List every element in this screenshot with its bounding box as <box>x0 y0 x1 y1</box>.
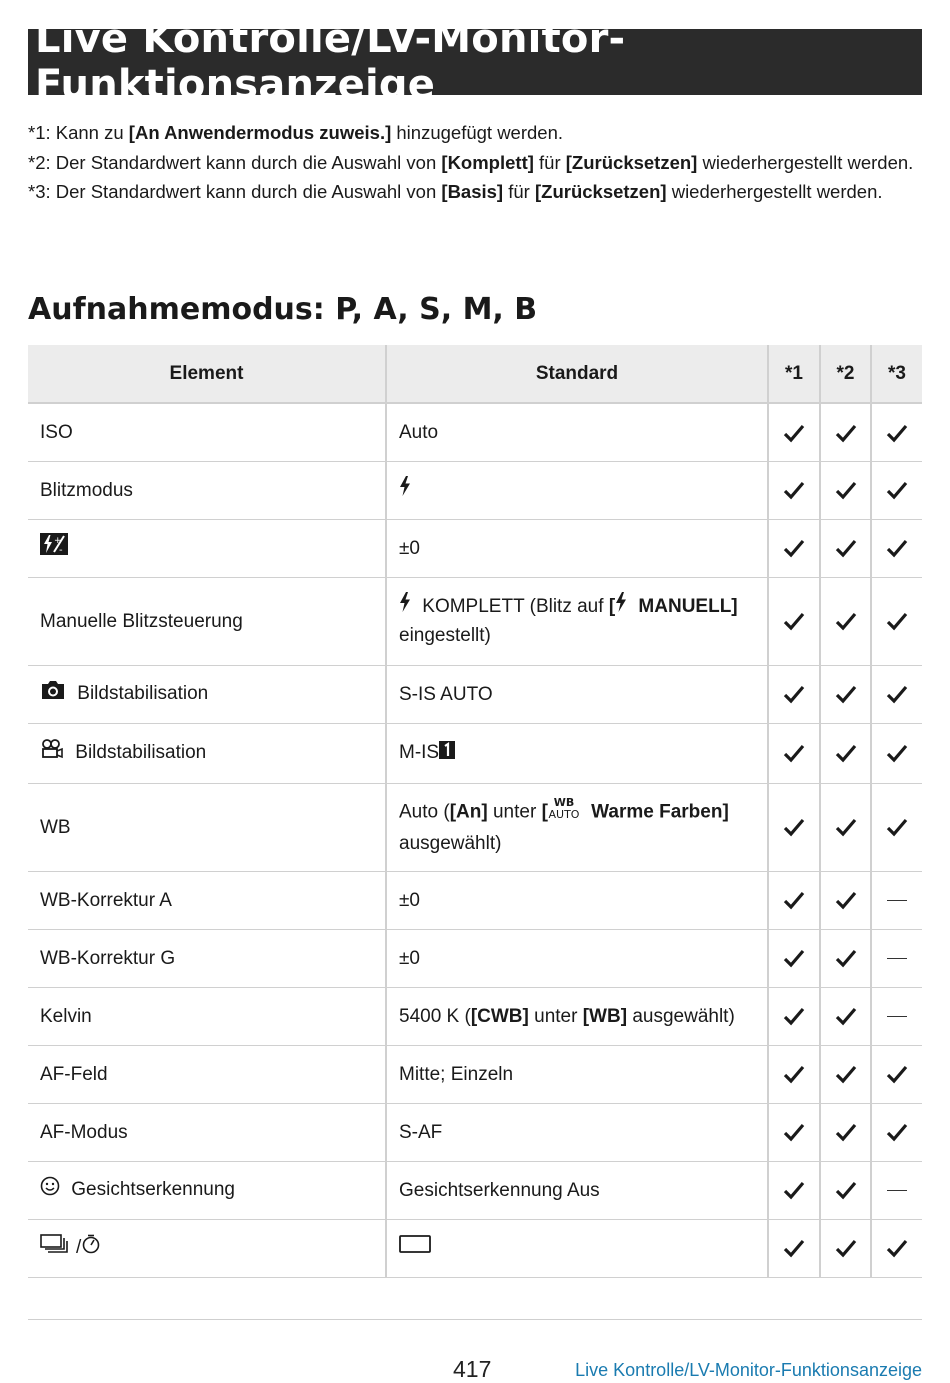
checkmark-icon <box>783 423 805 443</box>
wb-auto-icon <box>548 796 580 829</box>
cell-note-1 <box>768 1045 820 1103</box>
text-segment: ±0 <box>399 889 420 911</box>
cell-note-1 <box>768 577 820 665</box>
text-segment: *3: Der Standardwert kann durch die Auswahl von <box>28 181 442 203</box>
table-row <box>28 723 922 783</box>
text-segment: [Basis] <box>441 181 504 203</box>
checkmark-icon <box>783 1006 805 1026</box>
cell-note-3 <box>871 1045 922 1103</box>
cell-element <box>28 723 386 783</box>
text-segment: unter <box>487 801 542 823</box>
checkmark-icon <box>835 611 857 631</box>
checkmark-icon <box>886 423 908 443</box>
cell-element <box>28 987 386 1045</box>
checkmark-icon <box>835 1006 857 1026</box>
cell-note-2 <box>820 1045 871 1103</box>
checkmark-icon <box>835 1064 857 1084</box>
cell-standard <box>386 1219 768 1277</box>
text-segment: [Zurücksetzen] <box>534 181 667 203</box>
page-number: 417 <box>453 1356 492 1382</box>
checkmark-icon <box>835 890 857 910</box>
cell-note-1 <box>768 1103 820 1161</box>
table-row <box>28 783 922 871</box>
checkmark-icon <box>835 1238 857 1258</box>
cell-note-3 <box>871 987 922 1045</box>
text-segment: Auto ( <box>399 801 450 823</box>
checkmark-icon <box>886 1122 908 1142</box>
text-segment: [ <box>541 801 548 823</box>
table-row <box>28 461 922 519</box>
checkmark-icon <box>783 611 805 631</box>
text-segment: KOMPLETT (Blitz auf <box>417 595 609 617</box>
cell-note-1 <box>768 723 820 783</box>
cell-note-3 <box>871 1161 922 1219</box>
settings-table <box>28 345 922 1278</box>
cell-standard <box>386 987 768 1045</box>
checkmark-icon <box>835 817 857 837</box>
cell-note-2 <box>820 929 871 987</box>
column-header-note-3: *3 <box>871 345 922 403</box>
cell-note-2 <box>820 783 871 871</box>
movie-camera-icon <box>40 739 64 768</box>
cell-note-1 <box>768 403 820 461</box>
text-segment: Warme Farben] <box>585 801 729 823</box>
checkmark-icon <box>835 948 857 968</box>
text-segment: Bildstabilisation <box>70 742 207 764</box>
text-segment: Blitzmodus <box>40 479 133 501</box>
checkmark-icon <box>783 684 805 704</box>
checkmark-icon <box>835 743 857 763</box>
table-row <box>28 1045 922 1103</box>
dash-icon <box>887 900 907 901</box>
cell-element <box>28 665 386 723</box>
cell-standard <box>386 783 768 871</box>
cell-standard <box>386 519 768 577</box>
table-row <box>28 1161 922 1219</box>
checkmark-icon <box>886 684 908 704</box>
checkmark-icon <box>835 684 857 704</box>
table-row <box>28 929 922 987</box>
flash-icon <box>399 592 411 621</box>
text-segment: / <box>76 1237 82 1259</box>
checkmark-icon <box>835 538 857 558</box>
text-segment: AF-Feld <box>40 1063 108 1085</box>
text-segment: Manuelle Blitzsteuerung <box>40 610 243 632</box>
text-segment: für <box>503 181 535 203</box>
column-header-note-1: *1 <box>768 345 820 403</box>
self-timer-icon <box>81 1234 101 1263</box>
cell-note-1 <box>768 783 820 871</box>
cell-element <box>28 403 386 461</box>
checkmark-icon <box>886 538 908 558</box>
flash-icon <box>399 476 411 505</box>
cell-note-1 <box>768 461 820 519</box>
text-segment: [An] <box>449 801 488 823</box>
cell-note-2 <box>820 665 871 723</box>
text-segment: S-AF <box>399 1121 443 1143</box>
text-segment: [Zurücksetzen] <box>565 151 698 173</box>
checkmark-icon <box>886 1238 908 1258</box>
table-row <box>28 403 922 461</box>
cell-standard <box>386 461 768 519</box>
text-segment: Auto <box>399 421 439 443</box>
text-segment: für <box>533 151 566 173</box>
cell-element <box>28 461 386 519</box>
cell-note-3 <box>871 461 922 519</box>
table-row <box>28 987 922 1045</box>
camera-icon <box>40 680 66 709</box>
section-heading: Aufnahmemodus: P, A, S, M, B <box>28 292 538 327</box>
face-icon <box>40 1176 60 1205</box>
cell-element <box>28 1045 386 1103</box>
cell-standard <box>386 929 768 987</box>
cell-note-1 <box>768 665 820 723</box>
text-segment: M-IS <box>399 742 440 764</box>
dash-icon <box>887 958 907 959</box>
text-segment: *1: Kann zu <box>28 122 129 143</box>
cell-standard <box>386 403 768 461</box>
checkmark-icon <box>835 480 857 500</box>
cell-note-2 <box>820 1219 871 1277</box>
text-segment: [CWB] <box>470 1005 529 1027</box>
cell-standard <box>386 723 768 783</box>
text-segment: unter <box>528 1005 583 1027</box>
cell-note-3 <box>871 723 922 783</box>
cell-note-2 <box>820 461 871 519</box>
cell-note-2 <box>820 1161 871 1219</box>
checkmark-icon <box>783 1122 805 1142</box>
cell-standard <box>386 1103 768 1161</box>
cell-note-3 <box>871 929 922 987</box>
cell-standard <box>386 577 768 665</box>
cell-note-1 <box>768 929 820 987</box>
cell-element <box>28 577 386 665</box>
checkmark-icon <box>886 817 908 837</box>
sequential-shooting-icon <box>40 1234 70 1263</box>
cell-note-2 <box>820 987 871 1045</box>
single-frame-icon <box>399 1234 431 1263</box>
cell-note-3 <box>871 783 922 871</box>
cell-note-3 <box>871 665 922 723</box>
checkmark-icon <box>886 1064 908 1084</box>
footer-divider <box>28 1319 922 1320</box>
table-row <box>28 665 922 723</box>
footnotes <box>28 118 918 207</box>
text-segment: ausgewählt) <box>627 1005 735 1027</box>
page-title: Live Kontrolle/LV-Monitor-Funktionsanzeige <box>35 16 626 108</box>
checkmark-icon <box>783 1238 805 1258</box>
table-header-row <box>28 345 922 403</box>
cell-note-3 <box>871 403 922 461</box>
text-segment: WB <box>40 816 71 838</box>
cell-element <box>28 1161 386 1219</box>
column-header-note-2: *2 <box>820 345 871 403</box>
checkmark-icon <box>783 1064 805 1084</box>
cell-standard <box>386 1045 768 1103</box>
cell-element <box>28 783 386 871</box>
column-header-standard: Standard <box>386 345 768 403</box>
cell-note-2 <box>820 1103 871 1161</box>
cell-note-2 <box>820 519 871 577</box>
text-segment: S-IS AUTO <box>399 683 493 705</box>
footer-section-link[interactable]: Live Kontrolle/LV-Monitor-Funktionsanzeige <box>575 1360 922 1380</box>
svg-text:+: + <box>54 535 62 546</box>
cell-element <box>28 1219 386 1277</box>
text-segment: MANUELL] <box>633 595 738 617</box>
text-segment: Kelvin <box>40 1005 92 1027</box>
text-segment: Gesichtserkennung Aus <box>399 1179 600 1201</box>
cell-element <box>28 871 386 929</box>
footnote-1 <box>28 118 918 148</box>
text-segment: ISO <box>40 421 73 443</box>
text-segment: [ <box>608 595 616 617</box>
text-segment: [An Anwendermodus zuweis.] <box>128 122 392 143</box>
text-segment: wiederhergestellt werden. <box>666 181 883 203</box>
cell-standard <box>386 665 768 723</box>
text-segment: Mitte; Einzeln <box>399 1063 514 1085</box>
cell-note-3 <box>871 1103 922 1161</box>
text-segment: WB-Korrektur G <box>40 947 176 969</box>
svg-text:AUTO: AUTO <box>548 808 580 820</box>
svg-text:-: - <box>59 544 63 555</box>
footnote-2 <box>28 148 918 178</box>
number-one-badge-icon <box>439 739 455 768</box>
text-segment: Gesichtserkennung <box>66 1179 235 1201</box>
checkmark-icon <box>783 948 805 968</box>
cell-note-1 <box>768 1219 820 1277</box>
checkmark-icon <box>835 423 857 443</box>
cell-note-1 <box>768 871 820 929</box>
cell-note-3 <box>871 1219 922 1277</box>
cell-element <box>28 929 386 987</box>
flash-icon <box>615 592 627 621</box>
cell-standard <box>386 1161 768 1219</box>
table-row <box>28 1219 922 1277</box>
text-segment: [WB] <box>582 1005 628 1027</box>
checkmark-icon <box>783 538 805 558</box>
cell-element <box>28 519 386 577</box>
cell-element <box>28 1103 386 1161</box>
table-row <box>28 519 922 577</box>
footnote-3 <box>28 177 918 207</box>
text-segment: AF-Modus <box>40 1121 128 1143</box>
text-segment: ±0 <box>399 537 420 559</box>
cell-note-3 <box>871 577 922 665</box>
text-segment: eingestellt) <box>399 625 491 647</box>
svg-text:WB: WB <box>553 796 575 809</box>
checkmark-icon <box>783 480 805 500</box>
cell-note-2 <box>820 871 871 929</box>
cell-note-3 <box>871 871 922 929</box>
checkmark-icon <box>886 611 908 631</box>
cell-standard <box>386 871 768 929</box>
cell-note-1 <box>768 519 820 577</box>
cell-note-2 <box>820 403 871 461</box>
text-segment: wiederhergestellt werden. <box>697 151 914 173</box>
checkmark-icon <box>783 1180 805 1200</box>
checkmark-icon <box>783 743 805 763</box>
checkmark-icon <box>886 743 908 763</box>
text-segment: *2: Der Standardwert kann durch die Auswahl von <box>28 151 442 173</box>
checkmark-icon <box>783 817 805 837</box>
text-segment: Bildstabilisation <box>72 683 209 705</box>
checkmark-icon <box>783 890 805 910</box>
cell-note-3 <box>871 519 922 577</box>
table-row <box>28 871 922 929</box>
page-title-bar <box>28 16 922 108</box>
checkmark-icon <box>886 480 908 500</box>
flash-compensation-icon <box>40 533 68 564</box>
text-segment: ausgewählt) <box>399 833 502 854</box>
text-segment: ±0 <box>399 947 420 969</box>
dash-icon <box>887 1190 907 1191</box>
text-segment: WB-Korrektur A <box>40 889 172 911</box>
checkmark-icon <box>835 1180 857 1200</box>
table-row <box>28 1103 922 1161</box>
cell-note-1 <box>768 987 820 1045</box>
cell-note-1 <box>768 1161 820 1219</box>
table-row <box>28 577 922 665</box>
column-header-element: Element <box>28 345 386 403</box>
text-segment: [Komplett] <box>441 151 534 173</box>
cell-note-2 <box>820 723 871 783</box>
cell-note-2 <box>820 577 871 665</box>
text-segment: 5400 K ( <box>399 1005 471 1027</box>
dash-icon <box>887 1016 907 1017</box>
text-segment: hinzugefügt werden. <box>391 122 564 143</box>
checkmark-icon <box>835 1122 857 1142</box>
